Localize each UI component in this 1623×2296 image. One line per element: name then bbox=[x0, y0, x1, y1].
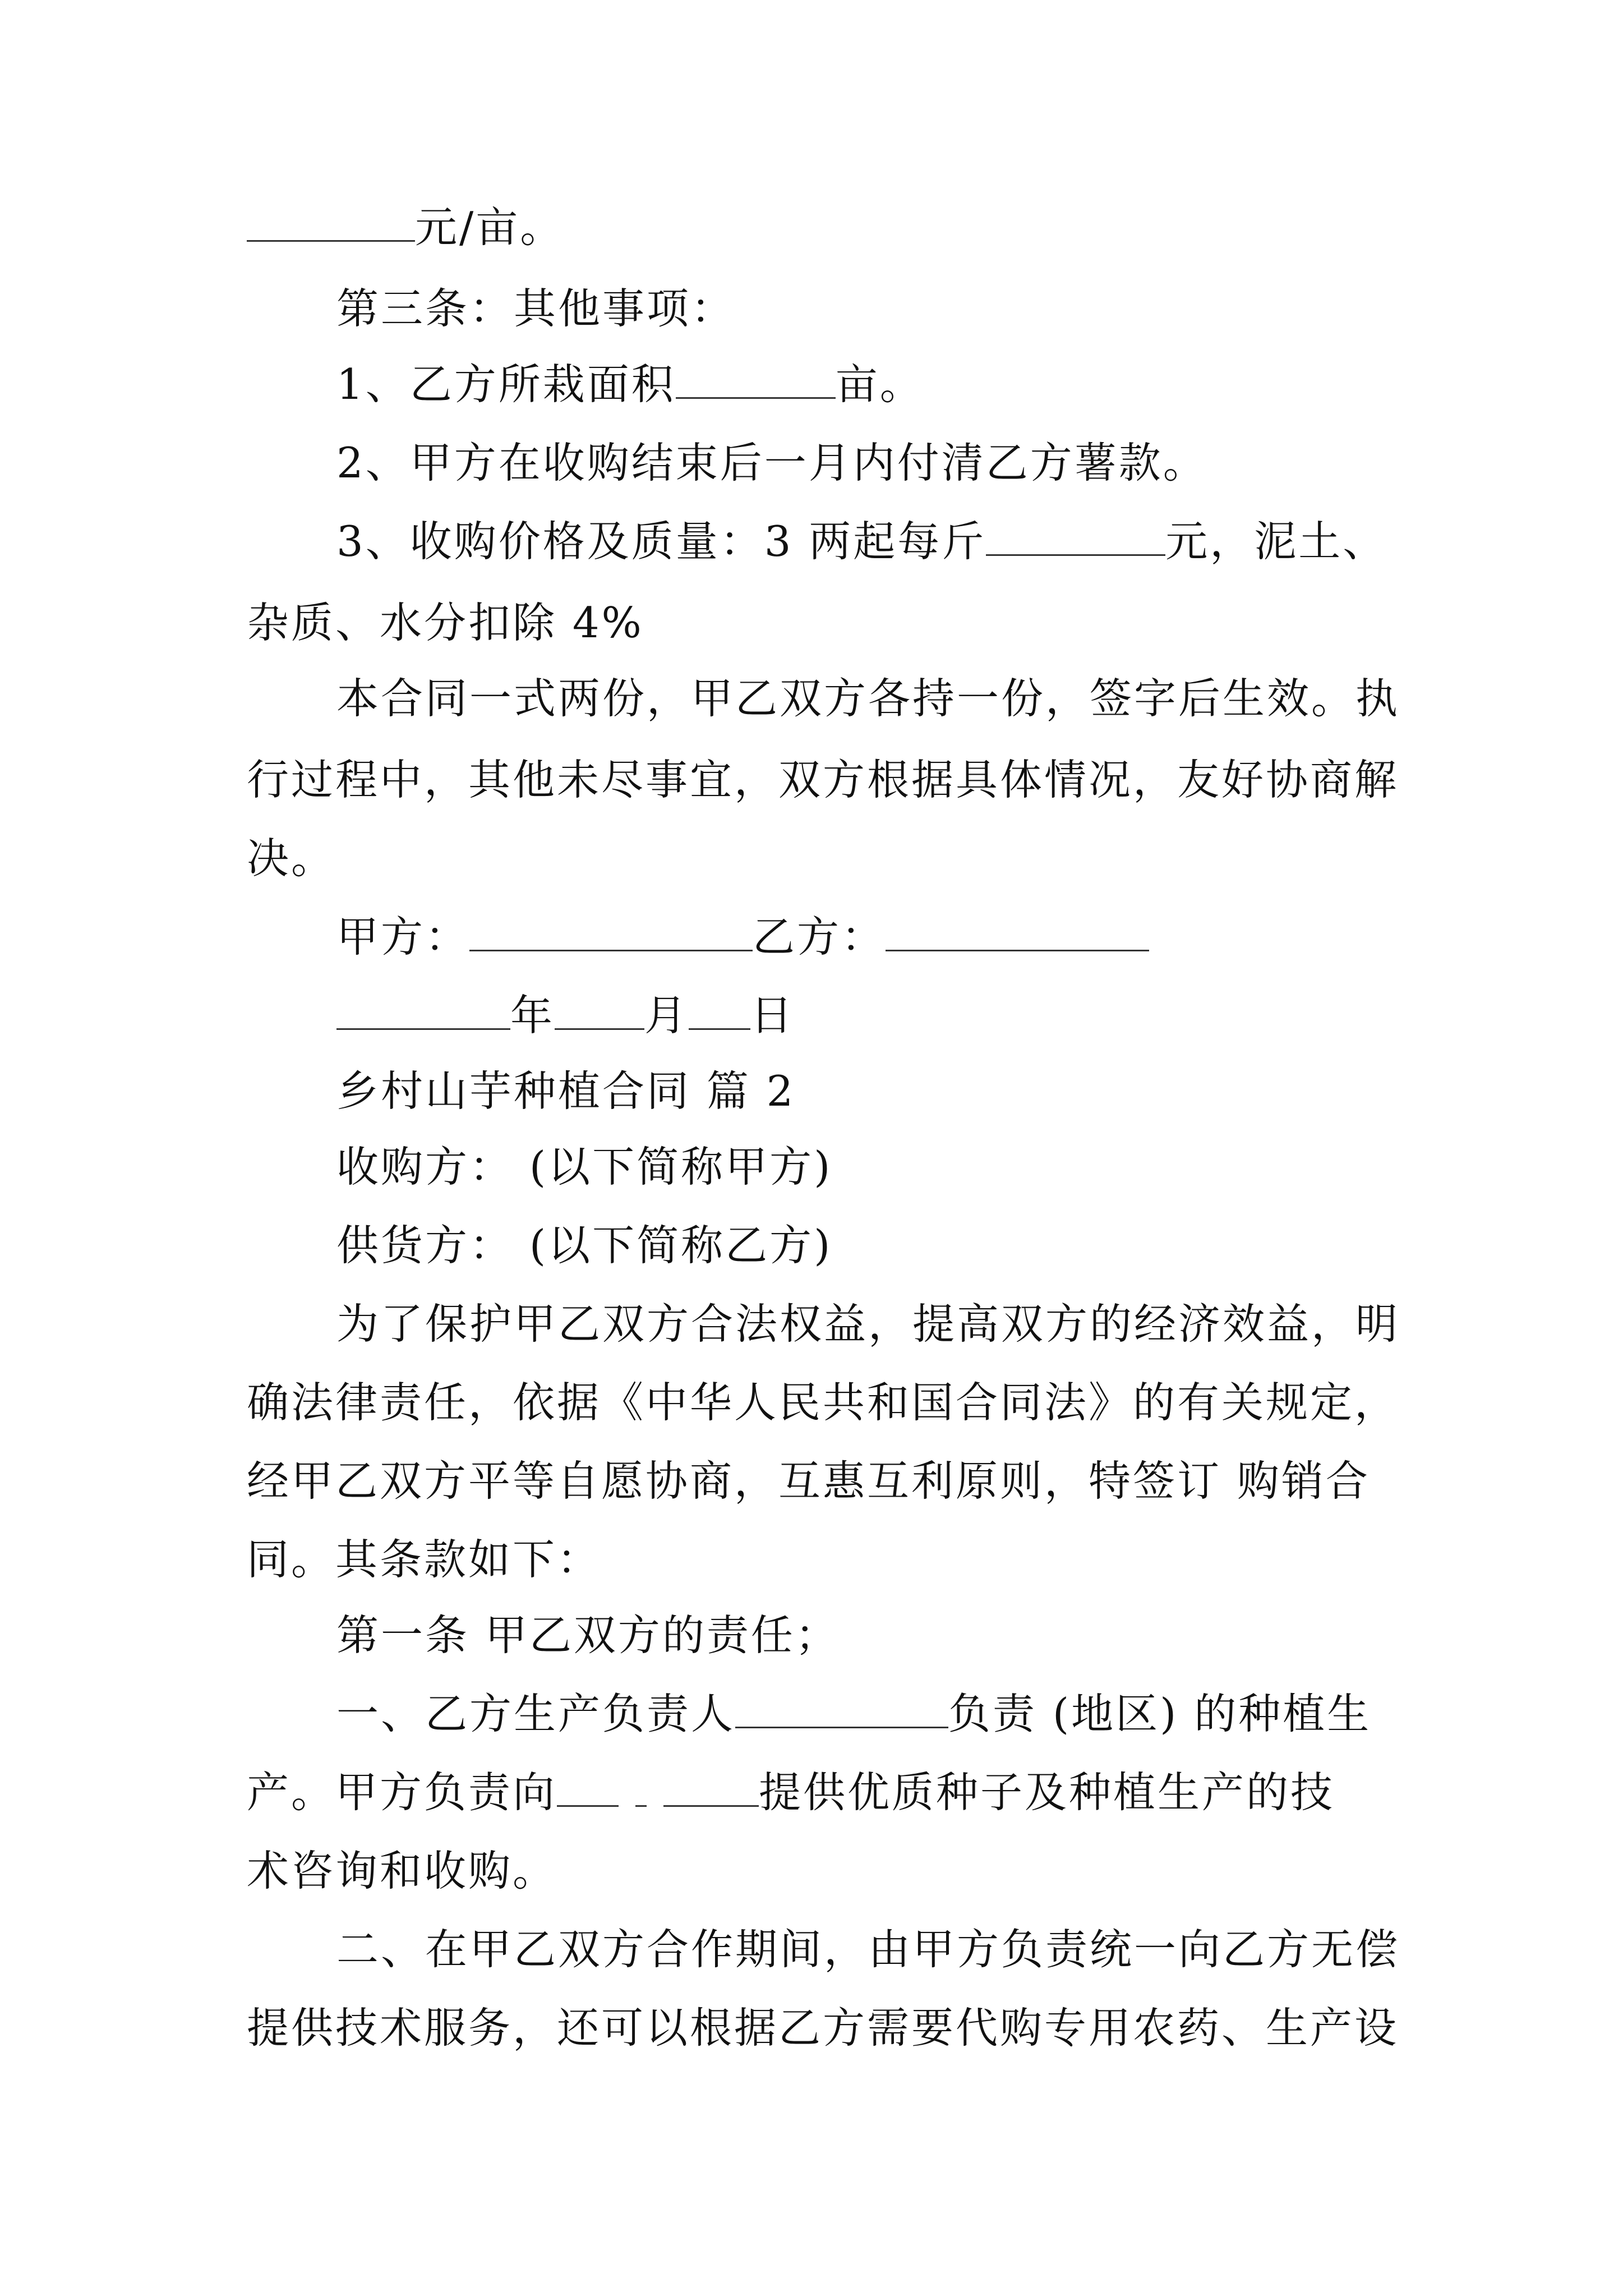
price-quality-label: 3、收购价格及质量：3 两起每斤 bbox=[336, 517, 986, 566]
production-lead-tail: 负责 (地区) 的种植生 bbox=[948, 1689, 1372, 1738]
production-lead-label: 一、乙方生产负责人 bbox=[336, 1689, 736, 1738]
preamble-line-3: 经甲乙双方平等自愿协商，互惠互利原则，特签订 购销合 bbox=[247, 1456, 1370, 1506]
article-three-heading: 第三条：其他事项： bbox=[336, 284, 736, 333]
provide-to-label: 产。甲方负责向 bbox=[247, 1768, 557, 1817]
clause-one-line-1 bbox=[336, 1686, 1492, 1742]
provide-to-tail: 提供优质种子及种植生产的技 bbox=[759, 1768, 1335, 1817]
party-a-label: 甲方： bbox=[336, 912, 470, 961]
unit-text: 元/亩。 bbox=[415, 203, 565, 252]
day-blank bbox=[689, 993, 750, 1030]
clause-one-line-3: 术咨询和收购。 bbox=[247, 1846, 557, 1895]
area-blank bbox=[676, 362, 836, 399]
deduction-line: 杂质、水分扣除 4% bbox=[247, 598, 644, 647]
clause-one-line-2 bbox=[247, 1764, 1402, 1820]
month-label: 月 bbox=[644, 991, 689, 1040]
year-label: 年 bbox=[510, 991, 555, 1040]
day-label: 日 bbox=[750, 991, 795, 1040]
preamble-line-4: 同。其条款如下： bbox=[247, 1535, 602, 1584]
mu-text: 亩。 bbox=[835, 360, 924, 409]
supplier-line: 供货方： (以下简称乙方) bbox=[336, 1221, 833, 1270]
recipient-blank-3 bbox=[663, 1770, 759, 1807]
contract-title: 乡村山芋种植合同 篇 2 bbox=[336, 1066, 796, 1116]
payment-term-line: 2、甲方在收购结束后一月内付清乙方薯款。 bbox=[336, 438, 1207, 487]
price-per-jin-blank bbox=[986, 519, 1165, 556]
price-blank bbox=[247, 205, 415, 242]
buyer-line: 收购方： (以下简称甲方) bbox=[336, 1142, 833, 1191]
party-b-blank bbox=[886, 915, 1149, 951]
party-a-blank bbox=[469, 915, 753, 951]
copies-paragraph-line-1: 本合同一式两份，甲乙双方各持一份，签字后生效。执 bbox=[336, 674, 1400, 723]
party-b-label: 乙方： bbox=[753, 912, 886, 961]
price-quality-tail: 元，泥土、 bbox=[1165, 517, 1387, 566]
preamble-line-1: 为了保护甲乙双方合法权益，提高双方的经济效益，明 bbox=[336, 1299, 1400, 1349]
recipient-blank-1 bbox=[557, 1770, 619, 1807]
copies-paragraph-line-3: 决。 bbox=[247, 834, 336, 883]
price-per-mu-line bbox=[247, 199, 1402, 255]
planting-area-line bbox=[336, 356, 1492, 412]
month-blank bbox=[555, 993, 644, 1030]
clause-two-line-1: 二、在甲乙双方合作期间，由甲方负责统一向乙方无偿 bbox=[336, 1925, 1400, 1974]
year-blank bbox=[336, 993, 510, 1030]
copies-paragraph-line-2: 行过程中，其他未尽事宜，双方根据具体情况，友好协商解 bbox=[247, 755, 1399, 804]
planting-area-label: 1、乙方所栽面积 bbox=[336, 360, 676, 409]
article-one-heading: 第一条 甲乙双方的责任； bbox=[336, 1611, 840, 1660]
price-quality-line bbox=[336, 513, 1492, 569]
clause-two-line-2: 提供技术服务，还可以根据乙方需要代购专用农药、生产设 bbox=[247, 2003, 1399, 2053]
production-lead-blank bbox=[735, 1692, 948, 1728]
date-line bbox=[336, 987, 1492, 1043]
signature-line bbox=[336, 909, 1492, 965]
recipient-blank-2 bbox=[635, 1770, 647, 1807]
preamble-line-2: 确法律责任，依据《中华人民共和国合同法》的有关规定， bbox=[247, 1378, 1399, 1427]
